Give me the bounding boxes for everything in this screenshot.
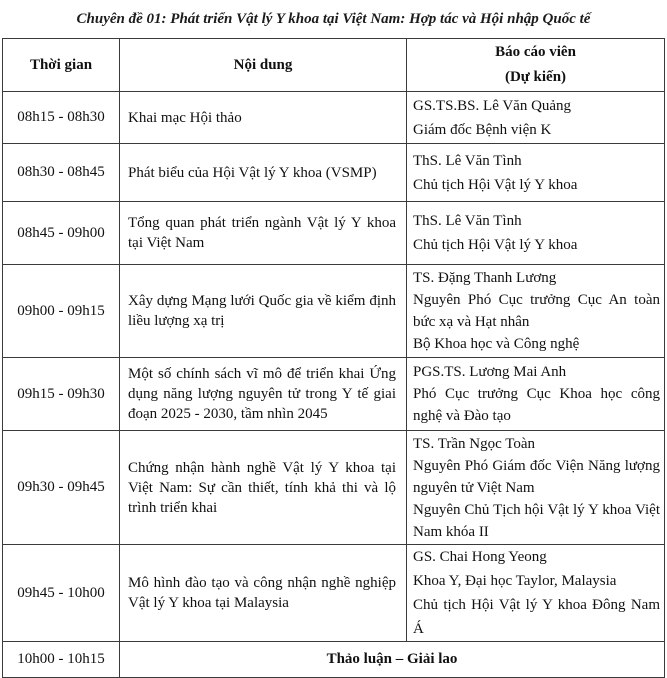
speaker-affiliation: Khoa Y, Đại học Taylor, Malaysia [413,573,617,589]
row-speaker [407,265,665,358]
speaker-name: PGS.TS. Lương Mai Anh [413,364,567,380]
row-content: Tổng quan phát triển ngành Vật lý Y khoa tại Việt Nam [120,202,407,265]
speaker-name: ThS. Lê Văn Tình [413,213,522,229]
row-time: 09h00 - 09h15 [3,265,120,358]
table-row [3,431,665,545]
header-speaker-note: (Dự kiến) [504,69,567,85]
table-row [3,265,665,358]
header-time: Thời gian [3,39,120,92]
table-row [3,202,665,265]
agenda-table [2,38,665,678]
closing-row [3,642,665,678]
row-content: Chứng nhận hành nghề Vật lý Y khoa tại Việt Nam: Sự cần thiết, tính khả thi và lộ trình triển khai [120,431,407,545]
speaker-role: Nguyên Phó Giám đốc Viện Năng lượng nguyên tử Việt Nam [413,457,660,496]
header-speaker-title: Báo cáo viên [495,44,576,60]
speaker-role: Nguyên Phó Cục trưởng Cục An toàn bức xạ và Hạt nhân [413,292,660,330]
header-speaker [407,39,665,92]
row-speaker [407,202,665,265]
table-row [3,545,665,642]
row-content: Xây dựng Mạng lưới Quốc gia về kiểm định liều lượng xạ trị [120,265,407,358]
speaker-name: GS. Chai Hong Yeong [413,549,547,565]
row-speaker [407,358,665,431]
row-time: 09h15 - 09h30 [3,358,120,431]
speaker-organization: Bộ Khoa học và Công nghệ [413,336,580,352]
row-speaker [407,144,665,202]
speaker-role: Nguyên Chủ Tịch hội Vật lý Y khoa Việt Nam khóa II [413,501,660,540]
speaker-name: TS. Trần Ngọc Toàn [413,435,536,452]
row-content: Khai mạc Hội thảo [120,92,407,144]
closing-label: Thảo luận – Giải lao [120,642,665,678]
row-time: 09h45 - 10h00 [3,545,120,642]
speaker-role: Chủ tịch Hội Vật lý Y khoa [413,237,578,253]
row-time: 08h15 - 08h30 [3,92,120,144]
speaker-role: Chủ tịch Hội Vật lý Y khoa Đông Nam Á [413,597,660,637]
row-content: Phát biểu của Hội Vật lý Y khoa (VSMP) [120,144,407,202]
row-speaker [407,92,665,144]
row-time: 09h30 - 09h45 [3,431,120,545]
speaker-role: Giám đốc Bệnh viện K [413,121,552,138]
row-speaker [407,545,665,642]
row-time: 08h45 - 09h00 [3,202,120,265]
session-title: Chuyên đề 01: Phát triển Vật lý Y khoa tại Việt Nam: Hợp tác và Hội nhập Quốc tế [76,11,591,27]
header-content: Nội dung [120,39,407,92]
speaker-name: ThS. Lê Văn Tình [413,152,522,169]
row-speaker [407,431,665,545]
row-time: 08h30 - 08h45 [3,144,120,202]
table-row [3,92,665,144]
row-content: Mô hình đào tạo và công nhận nghề nghiệp Vật lý Y khoa tại Malaysia [120,545,407,642]
table-row [3,358,665,431]
speaker-name: GS.TS.BS. Lê Văn Quảng [413,97,572,114]
table-row [3,144,665,202]
speaker-role: Chủ tịch Hội Vật lý Y khoa [413,176,578,193]
closing-time: 10h00 - 10h15 [3,642,120,678]
speaker-name: TS. Đặng Thanh Lương [413,270,557,286]
header-row [3,39,665,92]
speaker-role: Phó Cục trưởng Cục Khoa học công nghệ và Đào tạo [413,386,660,424]
row-content: Một số chính sách vĩ mô để triển khai Ứng dụng năng lượng nguyên tử trong Y tế giai đoạn 2025 - 2030, tầm nhìn 2045 [120,358,407,431]
